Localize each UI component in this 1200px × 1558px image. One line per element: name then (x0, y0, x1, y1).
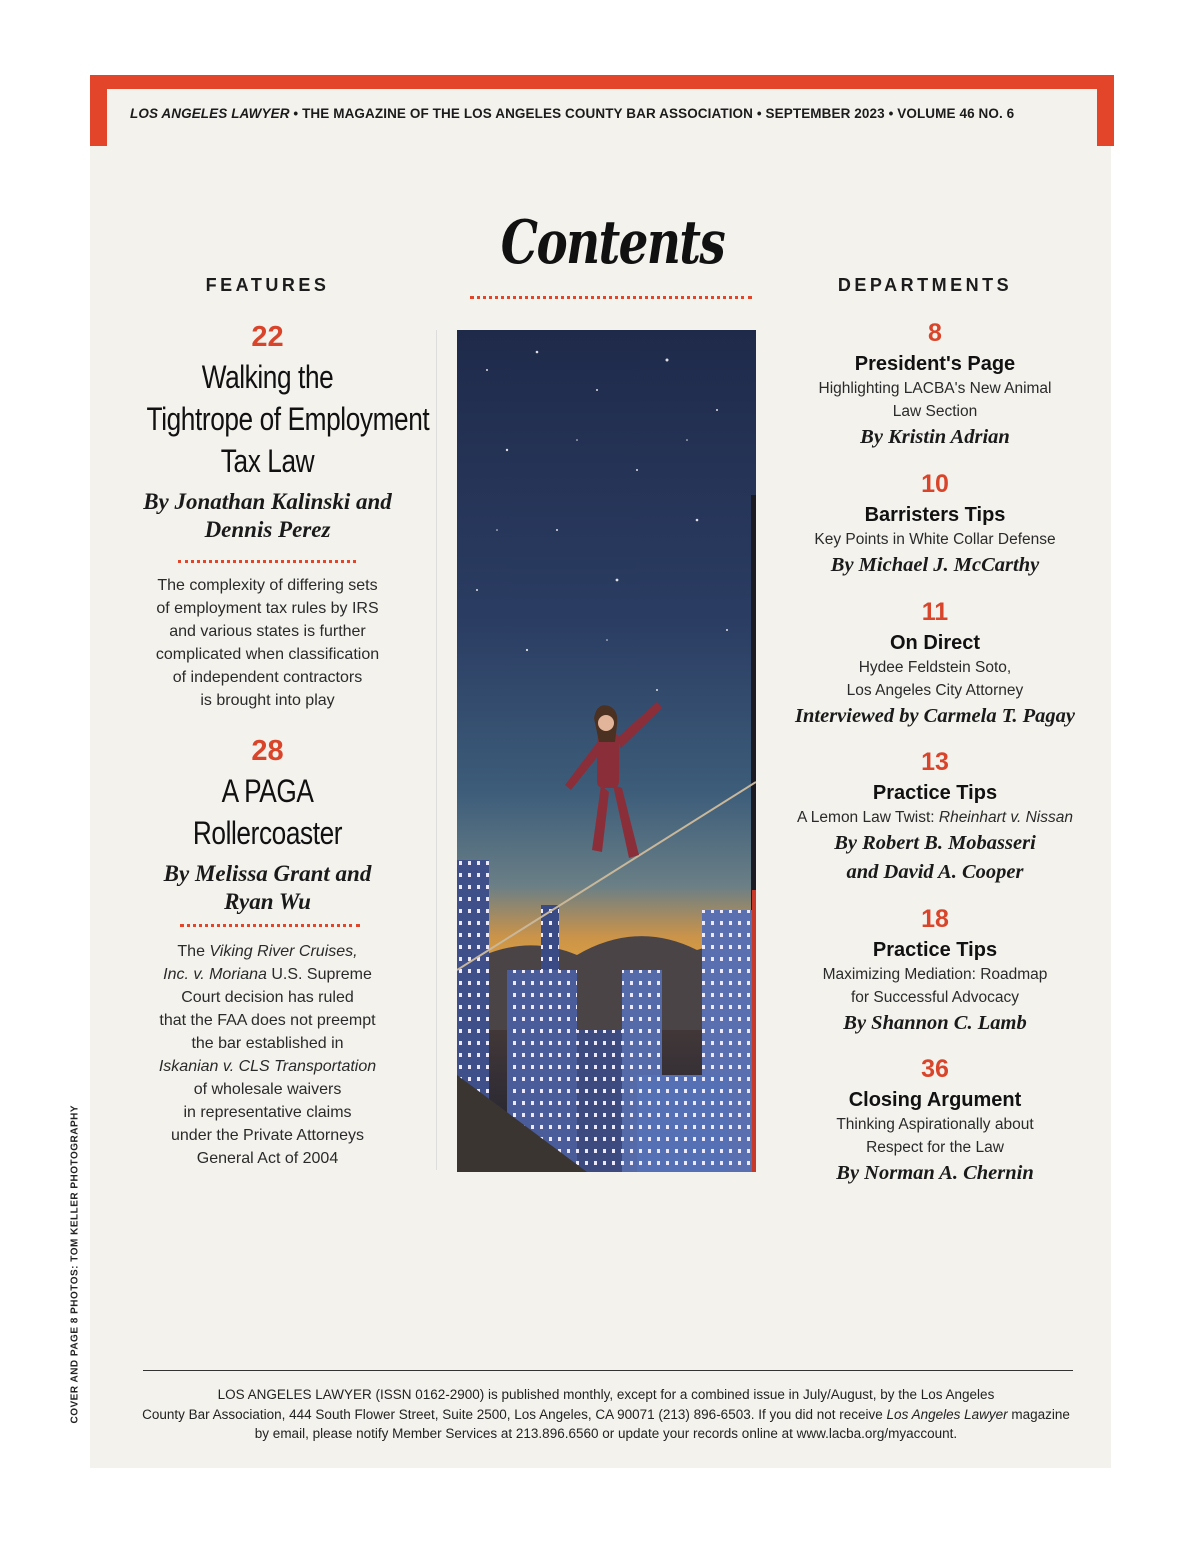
masthead-magazine: LOS ANGELES LAWYER (130, 106, 290, 121)
desc-line: of independent contractors (172, 669, 363, 686)
feature-dotted-rule (180, 924, 360, 927)
feature-byline (120, 860, 415, 916)
desc-line: under the Private Attorneys (171, 1127, 364, 1144)
desc-line: of employment tax rules by IRS (156, 600, 379, 617)
feature-item[interactable] (120, 737, 415, 916)
department-byline: Interviewed by Carmela T. Pagay (795, 705, 1075, 727)
case-name: Viking River Cruises, (209, 943, 358, 960)
department-subtitle: Hydee Feldstein Soto, (858, 659, 1012, 676)
publication-notice (120, 1385, 1092, 1444)
case-name: Rheinhart v. Nissan (938, 809, 1073, 826)
feature-title-line: Tax Law (220, 443, 315, 479)
desc-line (120, 963, 415, 986)
department-subtitle: Highlighting LACBA's New Animal (818, 380, 1052, 397)
feature-title-line: Walking the (201, 359, 334, 395)
red-frame-right (1097, 75, 1114, 146)
department-page-number: 10 (921, 470, 949, 498)
desc-line (120, 1055, 415, 1078)
feature-title (120, 356, 430, 482)
department-subtitle: Law Section (892, 403, 978, 420)
department-page-number: 8 (928, 319, 942, 347)
tightrope-illustration (457, 330, 756, 1172)
department-title: Practice Tips (872, 782, 998, 804)
feature-byline-line: Ryan Wu (224, 889, 311, 914)
feature-byline-line: By Jonathan Kalinski and (143, 489, 392, 514)
feature-title-line: Rollercoaster (192, 815, 343, 851)
department-page-number: 13 (921, 748, 949, 776)
desc-line: complicated when classification (155, 646, 380, 663)
desc-line: is brought into play (200, 692, 335, 709)
masthead-details: • THE MAGAZINE OF THE LOS ANGELES COUNTY BAR ASSOCIATION • SEPTEMBER 2023 • VOLUME 46 NO. 6 (289, 106, 1015, 121)
notice-line: by email, please notify Member Services at 213.896.6560 or update your records online at www.lacba.org/myaccount. (254, 1426, 958, 1441)
notice-text: County Bar Association, 444 South Flower Street, Suite 2500, Los Angeles, CA 90071 (213) 896-6503. If you did not receive (142, 1406, 887, 1422)
department-subtitle: Los Angeles City Attorney (846, 682, 1024, 699)
desc-line: Court decision has ruled (181, 989, 354, 1006)
feature-page-number: 22 (251, 321, 284, 353)
feature-item[interactable] (120, 321, 430, 544)
department-title: Barristers Tips (864, 504, 1006, 526)
desc-line: the bar established in (191, 1035, 344, 1052)
department-subtitle: Thinking Aspirationally about (836, 1116, 1034, 1133)
feature-title-line: A PAGA (221, 773, 314, 809)
masthead (130, 106, 1090, 121)
department-subtitle: Maximizing Mediation: Roadmap (822, 966, 1048, 983)
feature-page-number: 28 (251, 735, 284, 767)
department-title: On Direct (889, 632, 981, 654)
feature-byline-line: Dennis Perez (204, 517, 331, 542)
department-page-number: 18 (921, 905, 949, 933)
desc-line: of wholesale waivers (193, 1081, 342, 1098)
department-subtitle: for Successful Advocacy (851, 989, 1019, 1006)
notice-line: LOS ANGELES LAWYER (ISSN 0162-2900) is published monthly, except for a combined issue in July/August, by the Los Angeles (217, 1387, 995, 1402)
department-byline: and David A. Cooper (846, 861, 1024, 883)
features-heading: FEATURES (205, 275, 330, 295)
desc-line: in representative claims (183, 1104, 352, 1121)
red-frame-top (90, 75, 1114, 89)
department-title: Closing Argument (848, 1089, 1022, 1111)
desc-line: that the FAA does not preempt (159, 1012, 376, 1029)
feature-byline (120, 488, 415, 544)
notice-line (120, 1405, 1092, 1425)
department-item[interactable] (780, 321, 1090, 452)
feature-title (120, 770, 415, 854)
department-item[interactable] (780, 472, 1090, 580)
desc-text: U.S. Supreme (266, 966, 372, 983)
desc-line (120, 940, 415, 963)
subtitle-text: A Lemon Law Twist: (797, 809, 939, 826)
department-page-number: 11 (921, 598, 949, 626)
red-frame-left (90, 75, 107, 146)
page-title: Contents (500, 208, 725, 278)
department-page-number: 36 (921, 1055, 949, 1083)
department-item[interactable] (780, 1057, 1090, 1188)
feature-description (120, 574, 415, 712)
departments-heading: DEPARTMENTS (837, 275, 1013, 295)
feature-title-line: Tightrope of Employment (146, 401, 430, 437)
illustration-svg (457, 330, 756, 1172)
feature-dotted-rule (178, 560, 356, 563)
department-subtitle: Respect for the Law (866, 1139, 1004, 1156)
desc-text: The (177, 943, 210, 960)
department-byline: By Kristin Adrian (860, 426, 1010, 448)
photo-credit: COVER AND PAGE 8 PHOTOS: TOM KELLER PHOTOGRAPHY (69, 1104, 81, 1424)
feature-byline-line: By Melissa Grant and (163, 861, 372, 886)
department-byline: By Shannon C. Lamb (843, 1012, 1027, 1034)
feature-description (120, 940, 415, 1170)
desc-line: General Act of 2004 (196, 1150, 339, 1167)
department-byline: By Norman A. Chernin (836, 1162, 1034, 1184)
department-byline: By Michael J. McCarthy (830, 554, 1040, 576)
department-item[interactable] (780, 907, 1090, 1038)
case-name: Inc. v. Moriana (163, 966, 267, 983)
department-item[interactable] (780, 750, 1090, 887)
notice-text: magazine (1007, 1406, 1070, 1422)
title-dotted-rule (470, 296, 752, 299)
department-subtitle (780, 806, 1090, 829)
desc-line: and various states is further (169, 623, 366, 640)
department-subtitle: Key Points in White Collar Defense (814, 531, 1056, 548)
department-item[interactable] (780, 600, 1090, 731)
department-byline: By Robert B. Mobasseri (834, 832, 1036, 854)
footer-rule (143, 1370, 1073, 1371)
magazine-name: Los Angeles Lawyer (886, 1406, 1008, 1422)
case-name: Iskanian v. CLS Transportation (158, 1058, 377, 1075)
department-title: Practice Tips (872, 939, 998, 961)
desc-line: The complexity of differing sets (157, 577, 378, 594)
column-divider (436, 330, 437, 1170)
department-title: President's Page (854, 353, 1016, 375)
